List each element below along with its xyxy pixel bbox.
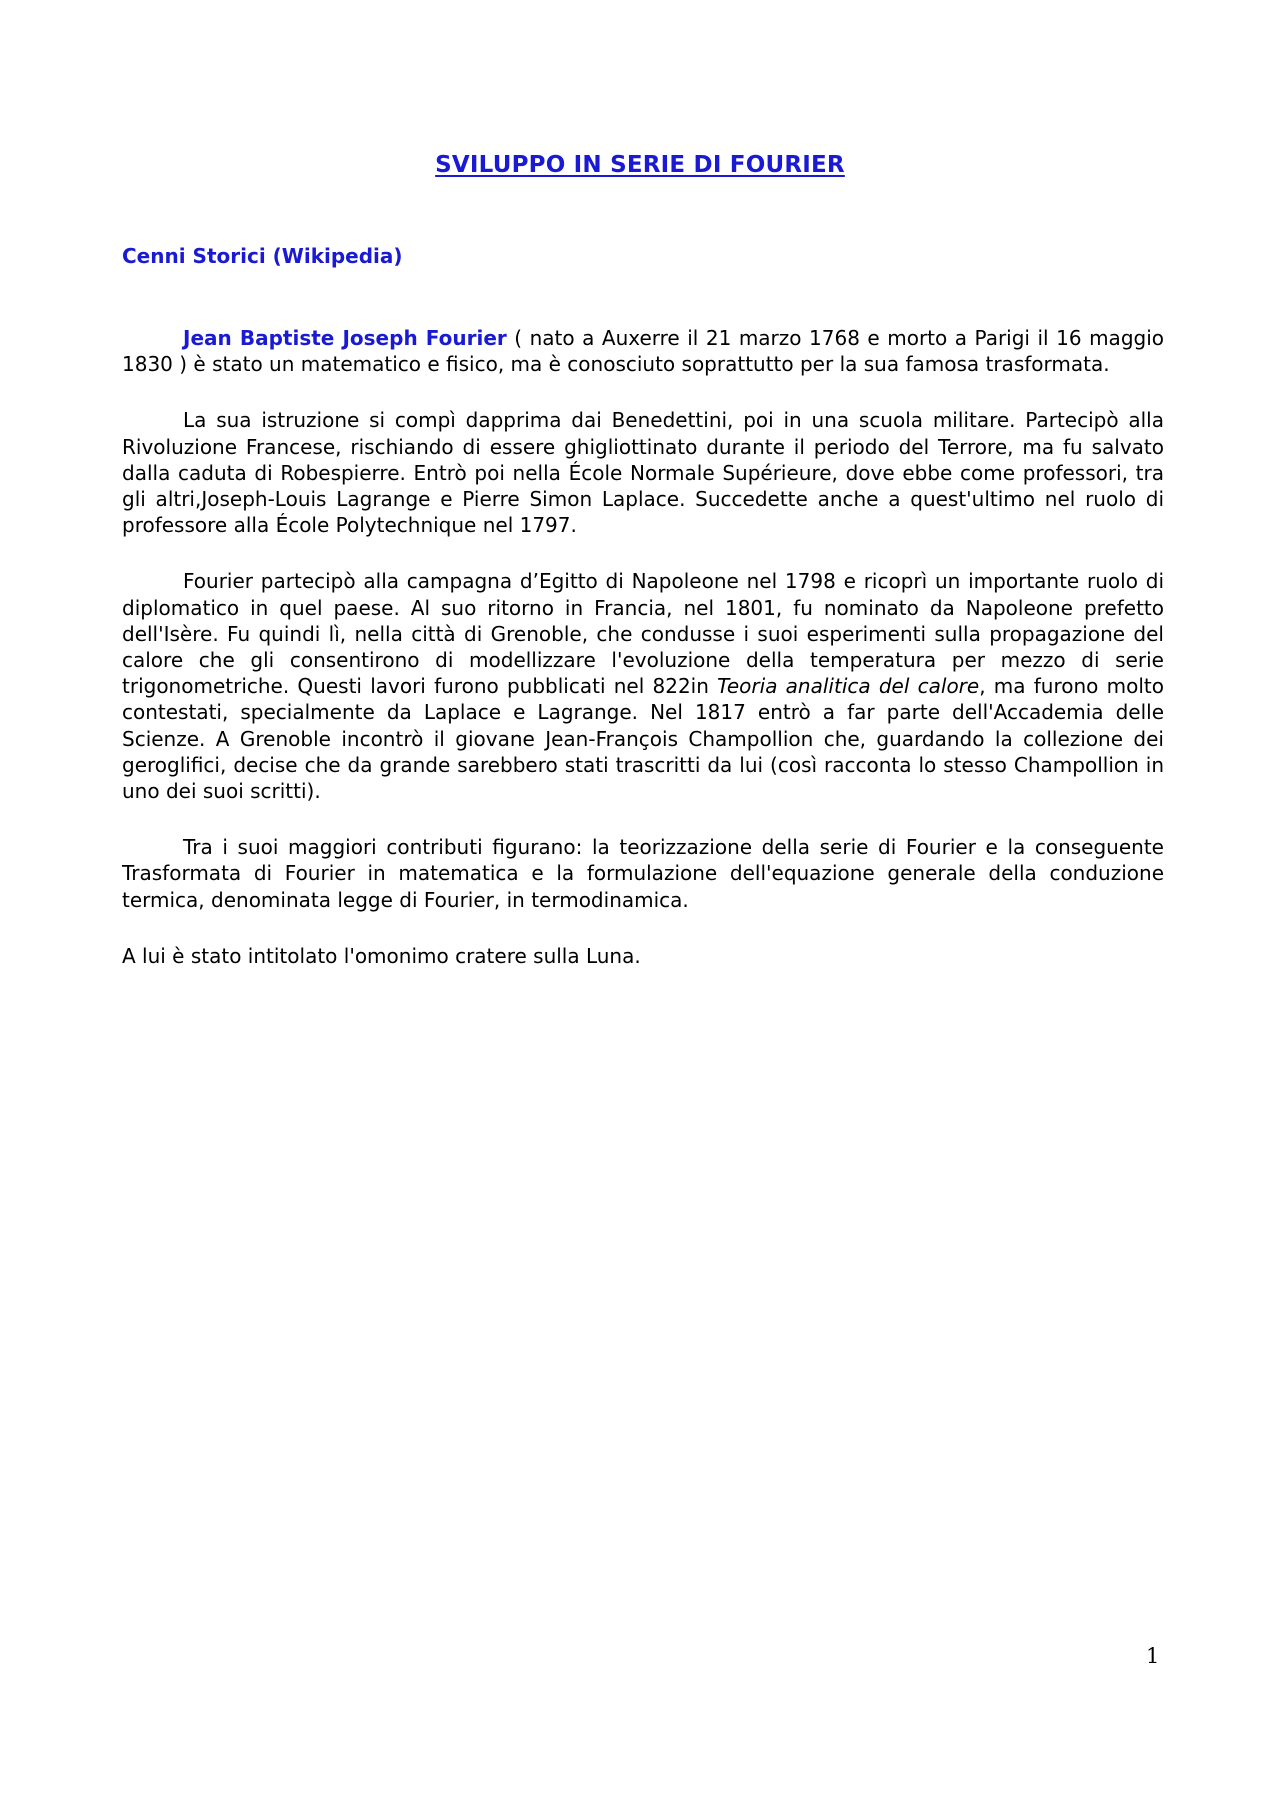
paragraph-crater-text: A lui è stato intitolato l'omonimo cratere sulla Luna. — [122, 943, 641, 968]
page-title: SVILUPPO IN SERIE DI FOURIER — [435, 152, 845, 178]
fourier-name: Jean Baptiste Joseph Fourier — [183, 326, 507, 350]
paragraph-egypt-text-before: Fourier partecipò alla campagna d’Egitto di Napoleone nel 1798 e ricoprì un importante ruolo di diplomatico in quel paese. Al suo ritorno in Francia, nel 1801, fu nominato da Napoleone prefetto dell'Isère. Fu quindi lì, nella città di Grenoble, che condusse i suoi esperimenti sulla propagazione del calore che gli consentirono di modellizzare l'evoluzione della temperatura per mezzo di serie trigonometriche. Questi lavori furono pubblicati nel 822in — [122, 569, 1164, 699]
document-body — [122, 325, 1164, 999]
page-number: 1 — [1146, 1644, 1160, 1668]
book-title: Teoria analitica del calore — [717, 674, 980, 699]
paragraph-intro — [122, 325, 1164, 377]
paragraph-contributions-text: Tra i suoi maggiori contributi figurano: la teorizzazione della serie di Fourier e la conseguente Trasformata di Fourier in matematica e la formulazione dell'equazione generale della conduzione termica, denominata legge di Fourier, in termodinamica. — [122, 835, 1164, 912]
paragraph-crater — [122, 943, 1164, 969]
section-heading: Cenni Storici (Wikipedia) — [122, 244, 403, 268]
paragraph-intro-text: ( nato a Auxerre il 21 marzo 1768 e morto a Parigi il 16 maggio 1830 ) è stato un matematico e fisico, ma è conosciuto soprattutto per la sua famosa trasformata. — [122, 326, 1165, 377]
paragraph-contributions — [122, 834, 1164, 913]
paragraph-education-text: La sua istruzione si compì dapprima dai Benedettini, poi in una scuola militare. Partecipò alla Rivoluzione Francese, rischiando di essere ghigliottinato durante il periodo del Terrore, ma fu salvato dalla caduta di Robespierre. Entrò poi nella École Normale Supérieure, dove ebbe come professori, tra gli altri,Joseph-Louis Lagrange e Pierre Simon Laplace. Succedette anche a quest'ultimo nel ruolo di professore alla École Polytechnique nel 1797. — [122, 408, 1164, 538]
paragraph-egypt-text-after: , ma furono molto contestati, specialmente da Laplace e Lagrange. Nel 1817 entrò a far parte dell'Accademia delle Scienze. A Grenoble incontrò il giovane Jean-François Champollion che, guardando la collezione dei geroglifici, decise che da grande sarebbero stati trascritti da lui (così racconta lo stesso Champollion in uno dei suoi scritti). — [122, 674, 1164, 804]
paragraph-egypt — [122, 568, 1164, 804]
paragraph-education — [122, 407, 1164, 538]
